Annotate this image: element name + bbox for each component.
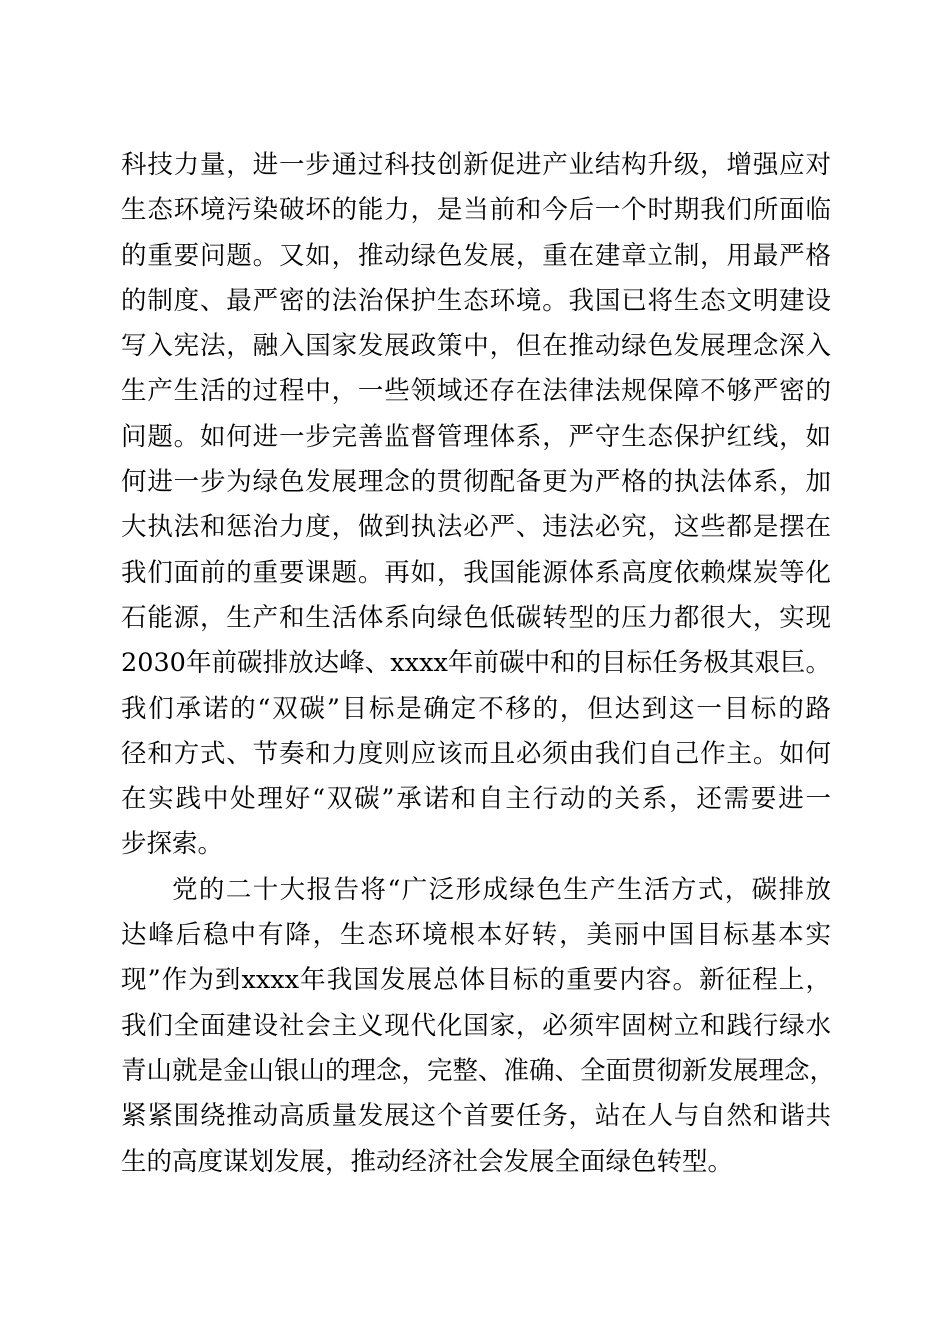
paragraph-line: 大执法和惩治力度，做到执法必严、违法必究，这些都是摆在 [121,512,831,543]
paragraph-line: 我们承诺的“双碳”目标是确定不移的，但达到这一目标的路 [121,693,831,724]
paragraph-1 [121,143,831,868]
paragraph-line: 的重要问题。又如，推动绿色发展，重在建章立制，用最严格 [121,240,831,271]
paragraph-line: 步探索。 [121,829,224,860]
paragraph-line: 我们全面建设社会主义现代化国家，必须牢固树立和践行绿水 [121,1010,831,1041]
paragraph-line: 青山就是金山银山的理念，完整、准确、全面贯彻新发展理念， [121,1055,836,1086]
body-text [121,143,836,1185]
paragraph-line: 问题。如何进一步完善监督管理体系，严守生态保护红线，如 [121,421,831,452]
paragraph-line: 在实践中处理好“双碳”承诺和自主行动的关系，还需要进一 [121,784,831,815]
paragraph-line: 石能源，生产和生活体系向绿色低碳转型的压力都很大，实现 [121,602,831,633]
paragraph-line: 写入宪法，融入国家发展政策中，但在推动绿色发展理念深入 [121,331,831,362]
paragraph-line: 生产生活的过程中，一些领域还存在法律法规保障不够严密的 [121,376,831,407]
paragraph-line: 现”作为到xxxx年我国发展总体目标的重要内容。新征程上， [121,965,831,996]
paragraph-line: 科技力量，进一步通过科技创新促进产业结构升级，增强应对 [121,150,831,180]
paragraph-line: 我们面前的重要课题。再如，我国能源体系高度依赖煤炭等化 [121,557,831,588]
paragraph-2 [121,868,836,1185]
paragraph-line: 径和方式、节奏和力度则应该而且必须由我们自己作主。如何 [121,738,831,769]
paragraph-line: 党的二十大报告将“广泛形成绿色生产生活方式，碳排放 [172,874,831,905]
paragraph-line: 紧紧围绕推动高质量发展这个首要任务，站在人与自然和谐共 [121,1101,831,1132]
paragraph-line: 何进一步为绿色发展理念的贯彻配备更为严格的执法体系，加 [121,467,831,498]
paragraph-line: 达峰后稳中有降，生态环境根本好转，美丽中国目标基本实 [121,920,831,951]
paragraph-line: 的制度、最严密的法治保护生态环境。我国已将生态文明建设 [121,285,831,316]
paragraph-line: 生态环境污染破坏的能力，是当前和今后一个时期我们所面临 [121,195,831,226]
paragraph-line: 2030年前碳排放达峰、xxxx年前碳中和的目标任务极其艰巨。 [121,648,831,679]
paragraph-line: 生的高度谋划发展，推动经济社会发展全面绿色转型。 [121,1146,734,1177]
